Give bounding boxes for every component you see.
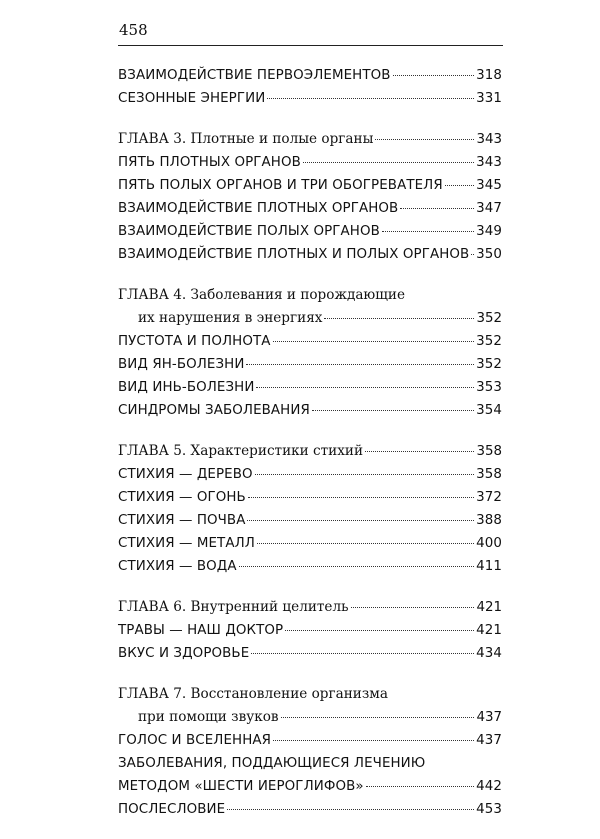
dot-leader bbox=[267, 97, 474, 99]
toc-entry-title: при помощи звуков bbox=[138, 709, 279, 725]
toc-entry-page: 388 bbox=[476, 513, 502, 528]
toc-entry bbox=[118, 87, 502, 110]
toc-entry-title: СЕЗОННЫЕ ЭНЕРГИИ bbox=[118, 91, 266, 106]
toc-entry-page: 353 bbox=[476, 380, 502, 395]
toc-entry-title: СТИХИЯ — ПОЧВА bbox=[118, 513, 246, 528]
dot-leader bbox=[273, 739, 474, 741]
toc-section bbox=[118, 440, 502, 578]
toc-entry-page: 442 bbox=[476, 779, 502, 794]
toc-entry bbox=[118, 775, 502, 798]
dot-leader bbox=[445, 184, 474, 186]
toc-section bbox=[118, 683, 502, 821]
dot-leader bbox=[246, 363, 474, 365]
header-rule bbox=[118, 45, 503, 46]
toc-entry bbox=[118, 376, 502, 399]
toc-entry-title: ГОЛОС И ВСЕЛЕННАЯ bbox=[118, 733, 272, 748]
dot-leader bbox=[400, 207, 474, 209]
toc-entry-title: ПУСТОТА И ПОЛНОТА bbox=[118, 334, 271, 349]
dot-leader bbox=[255, 473, 475, 475]
toc-entry-page: 347 bbox=[476, 201, 502, 216]
toc-entry-title: ВЗАИМОДЕЙСТВИЕ ПЛОТНЫХ И ПОЛЫХ ОРГАНОВ bbox=[118, 247, 470, 262]
toc-entry-page: 318 bbox=[476, 68, 502, 83]
dot-leader bbox=[471, 253, 474, 255]
toc-entry-page: 421 bbox=[476, 600, 502, 615]
toc-entry-title: ВЗАИМОДЕЙСТВИЕ ПЛОТНЫХ ОРГАНОВ bbox=[118, 201, 399, 216]
dot-leader bbox=[273, 340, 475, 342]
toc-entry-title: ГЛАВА 3. Плотные и полые органы bbox=[118, 131, 374, 147]
toc-entry bbox=[118, 729, 502, 752]
toc-entry bbox=[118, 220, 502, 243]
toc-entry-title: ГЛАВА 6. Внутренний целитель bbox=[118, 599, 349, 615]
toc-entry bbox=[118, 353, 502, 376]
toc-entry-page: 352 bbox=[476, 357, 502, 372]
toc-entry-page: 437 bbox=[476, 733, 502, 748]
toc-entry-page: 354 bbox=[476, 403, 502, 418]
toc-entry-page: 345 bbox=[476, 178, 502, 193]
toc-entry-title: СТИХИЯ — ОГОНЬ bbox=[118, 490, 246, 505]
toc-entry bbox=[118, 197, 502, 220]
dot-leader bbox=[227, 808, 474, 810]
toc-entry-page: 350 bbox=[476, 247, 502, 262]
toc-section bbox=[118, 64, 502, 110]
toc-entry-page: 352 bbox=[476, 334, 502, 349]
dot-leader bbox=[251, 652, 474, 654]
dot-leader bbox=[256, 386, 474, 388]
toc-entry-title: их нарушения в энергиях bbox=[138, 310, 323, 326]
toc-entry-page: 358 bbox=[476, 444, 502, 459]
toc-entry bbox=[118, 752, 502, 775]
toc-entry-title: ВЗАИМОДЕЙСТВИЕ ПОЛЫХ ОРГАНОВ bbox=[118, 224, 380, 239]
toc-entry-title: ГЛАВА 4. Заболевания и порождающие bbox=[118, 287, 406, 303]
dot-leader bbox=[365, 450, 474, 452]
toc-entry-page: 453 bbox=[476, 802, 502, 817]
toc-entry bbox=[118, 399, 502, 422]
toc-entry bbox=[118, 307, 502, 330]
toc-entry bbox=[118, 463, 502, 486]
toc-entry bbox=[118, 440, 502, 463]
toc-entry-page: 434 bbox=[476, 646, 502, 661]
toc-section bbox=[118, 596, 502, 665]
dot-leader bbox=[393, 74, 475, 76]
toc-entry-page: 421 bbox=[476, 623, 502, 638]
toc-entry bbox=[118, 486, 502, 509]
toc-entry-page: 411 bbox=[476, 559, 502, 574]
toc-entry-title: СТИХИЯ — МЕТАЛЛ bbox=[118, 536, 255, 551]
table-of-contents bbox=[118, 64, 502, 839]
toc-entry-title: ЗАБОЛЕВАНИЯ, ПОДДАЮЩИЕСЯ ЛЕЧЕНИЮ bbox=[118, 756, 426, 771]
toc-entry-title: ПЯТЬ ПОЛЫХ ОРГАНОВ И ТРИ ОБОГРЕВАТЕЛЯ bbox=[118, 178, 443, 193]
toc-entry-title: СИНДРОМЫ ЗАБОЛЕВАНИЯ bbox=[118, 403, 310, 418]
toc-entry bbox=[118, 151, 502, 174]
toc-entry-title: ГЛАВА 5. Характеристики стихий bbox=[118, 443, 363, 459]
dot-leader bbox=[366, 785, 474, 787]
toc-entry-page: 400 bbox=[476, 536, 502, 551]
toc-entry bbox=[118, 619, 502, 642]
toc-entry-page: 343 bbox=[476, 155, 502, 170]
toc-section bbox=[118, 128, 502, 266]
toc-entry-title: ВИД ИНЬ-БОЛЕЗНИ bbox=[118, 380, 255, 395]
toc-entry bbox=[118, 284, 502, 307]
toc-entry bbox=[118, 128, 502, 151]
dot-leader bbox=[248, 496, 474, 498]
toc-entry-page: 352 bbox=[476, 311, 502, 326]
toc-entry-title: ВКУС И ЗДОРОВЬЕ bbox=[118, 646, 250, 661]
dot-leader bbox=[375, 138, 474, 140]
toc-entry-title: ПЯТЬ ПЛОТНЫХ ОРГАНОВ bbox=[118, 155, 301, 170]
toc-entry-page: 331 bbox=[476, 91, 502, 106]
toc-entry bbox=[118, 596, 502, 619]
toc-entry-title: СТИХИЯ — ДЕРЕВО bbox=[118, 467, 253, 482]
dot-leader bbox=[239, 565, 475, 567]
toc-entry bbox=[118, 174, 502, 197]
toc-entry bbox=[118, 683, 502, 706]
toc-entry bbox=[118, 706, 502, 729]
toc-entry bbox=[118, 330, 502, 353]
toc-entry-page: 372 bbox=[476, 490, 502, 505]
dot-leader bbox=[351, 606, 475, 608]
toc-entry-page: 343 bbox=[476, 132, 502, 147]
toc-entry bbox=[118, 243, 502, 266]
dot-leader bbox=[281, 716, 475, 718]
toc-entry bbox=[118, 509, 502, 532]
toc-entry-title: ГЛАВА 7. Восстановление организма bbox=[118, 686, 388, 702]
toc-section bbox=[118, 284, 502, 422]
toc-entry-page: 437 bbox=[476, 710, 502, 725]
dot-leader bbox=[257, 542, 474, 544]
toc-entry-title: СТИХИЯ — ВОДА bbox=[118, 559, 237, 574]
toc-entry bbox=[118, 798, 502, 821]
dot-leader bbox=[324, 317, 474, 319]
toc-entry bbox=[118, 64, 502, 87]
toc-entry-title: ПОСЛЕСЛОВИЕ bbox=[118, 802, 226, 817]
dot-leader bbox=[303, 161, 474, 163]
page-number: 458 bbox=[119, 21, 148, 39]
toc-entry-title: МЕТОДОМ «ШЕСТИ ИЕРОГЛИФОВ» bbox=[118, 779, 364, 794]
dot-leader bbox=[247, 519, 474, 521]
toc-entry-title: ВЗАИМОДЕЙСТВИЕ ПЕРВОЭЛЕМЕНТОВ bbox=[118, 68, 391, 83]
toc-entry bbox=[118, 532, 502, 555]
toc-entry-title: ТРАВЫ — НАШ ДОКТОР bbox=[118, 623, 284, 638]
toc-entry-page: 349 bbox=[476, 224, 502, 239]
toc-entry-page: 358 bbox=[476, 467, 502, 482]
toc-entry bbox=[118, 555, 502, 578]
dot-leader bbox=[382, 230, 474, 232]
toc-entry bbox=[118, 642, 502, 665]
dot-leader bbox=[312, 409, 474, 411]
dot-leader bbox=[285, 629, 474, 631]
toc-entry-title: ВИД ЯН-БОЛЕЗНИ bbox=[118, 357, 245, 372]
